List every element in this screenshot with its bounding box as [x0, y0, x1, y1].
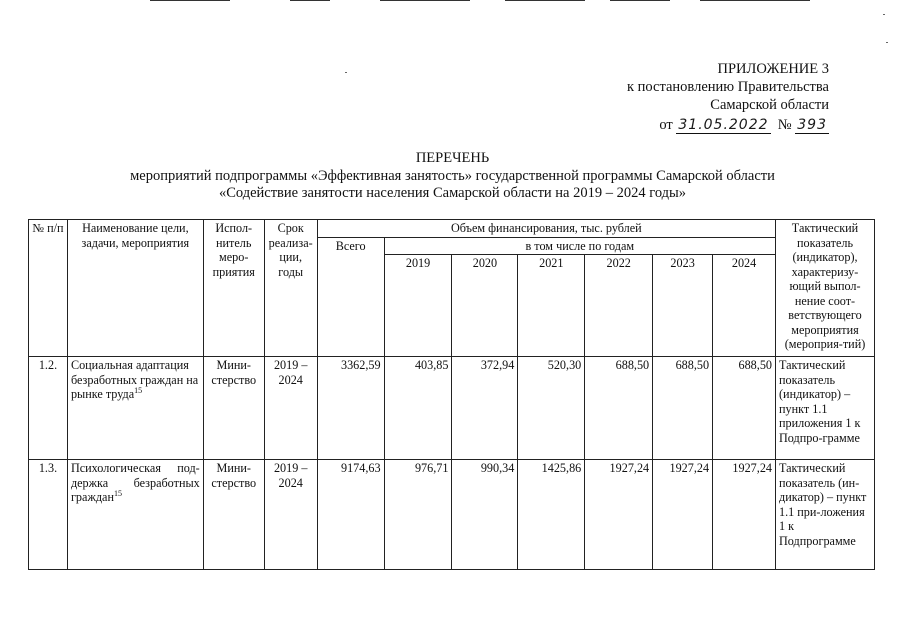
- row-value: 1927,24: [585, 460, 653, 570]
- header-by-years: в том числе по годам: [384, 237, 775, 255]
- row-name: [67, 460, 203, 570]
- row-value: 403,85: [384, 357, 452, 460]
- footnote-mark: 15: [114, 488, 122, 498]
- row-value: 1927,24: [653, 460, 713, 570]
- scan-artifact-line: [150, 0, 230, 1]
- row-total: 3362,59: [317, 357, 384, 460]
- row-executor: Мини-стерство: [203, 460, 264, 570]
- header-year: 2020: [452, 255, 518, 357]
- header-total: Всего: [317, 237, 384, 357]
- row-total: 9174,63: [317, 460, 384, 570]
- header-funding: Объем финансирования, тыс. рублей: [317, 220, 775, 238]
- row-num: 1.3.: [29, 460, 68, 570]
- row-indicator: Тактический показатель (ин-дикатор) – пункт 1.1 при-ложения 1 к Подпрограмме: [776, 460, 875, 570]
- row-value: 688,50: [713, 357, 776, 460]
- heading-line-2: «Содействие занятости населения Самарской области на 2019 – 2024 годы»: [218, 185, 687, 201]
- row-value: 1425,86: [518, 460, 585, 570]
- resolution-number: 393: [797, 117, 827, 133]
- row-num: 1.2.: [29, 357, 68, 460]
- header-indicator: Тактический показатель (индикатор), характеризу-ющий выпол-нение соот-ветствующего мероприятия (мероприя-тий): [776, 220, 875, 357]
- appendix-line-1: к постановлению Правительства: [627, 79, 829, 95]
- header-period: Срок реализа-ции, годы: [264, 220, 317, 357]
- header-year: 2021: [518, 255, 585, 357]
- heading-line-1: мероприятий подпрограммы «Эффективная занятость» государственной программы Самарской области: [130, 167, 775, 184]
- header-num: № п/п: [29, 220, 68, 357]
- row-indicator: Тактический показатель (индикатор) – пункт 1.1 приложения 1 к Подпро-грамме: [776, 357, 875, 460]
- header-year: 2019: [384, 255, 452, 357]
- row-name-text: Психологическая под-держка безработных граждан: [70, 461, 200, 504]
- row-value: 1927,24: [713, 460, 776, 570]
- scan-speck: [345, 72, 347, 73]
- row-value: 976,71: [384, 460, 452, 570]
- header-year: 2022: [585, 255, 653, 357]
- appendix-title: ПРИЛОЖЕНИЕ 3: [717, 61, 829, 77]
- scan-speck: [883, 14, 885, 15]
- resolution-date: 31.05.2022: [678, 117, 769, 133]
- row-name: [67, 357, 203, 460]
- appendix-block: [627, 60, 829, 134]
- header-year: 2024: [713, 255, 776, 357]
- scan-artifact-line: [290, 0, 330, 1]
- row-period: 2019 – 2024: [264, 460, 317, 570]
- row-value: 688,50: [653, 357, 713, 460]
- scan-speck: [886, 42, 888, 43]
- header-name: Наименование цели, задачи, мероприятия: [67, 220, 203, 357]
- scan-artifact-line: [505, 0, 585, 1]
- scan-artifact-line: [380, 0, 470, 1]
- scan-artifact-line: [610, 0, 670, 1]
- row-period: 2019 – 2024: [264, 357, 317, 460]
- table-header-row: [29, 220, 875, 238]
- footnote-mark: 15: [134, 385, 143, 395]
- document-heading: [0, 150, 905, 203]
- row-value: 372,94: [452, 357, 518, 460]
- table-row: [29, 357, 875, 460]
- header-executor: Испол-нитель меро-приятия: [203, 220, 264, 357]
- row-name-text: Социальная адаптация безработных граждан на рынке труда: [70, 358, 199, 401]
- appendix-line-2: Самарской области: [710, 97, 829, 113]
- row-value: 520,30: [518, 357, 585, 460]
- number-label: №: [777, 117, 792, 133]
- table-row: [29, 460, 875, 570]
- heading-title: ПЕРЕЧЕНЬ: [415, 150, 490, 166]
- measures-table: [28, 219, 875, 570]
- header-year: 2023: [653, 255, 713, 357]
- row-value: 688,50: [585, 357, 653, 460]
- scan-artifact-line: [700, 0, 810, 1]
- from-label: от: [659, 117, 673, 133]
- row-value: 990,34: [452, 460, 518, 570]
- appendix-date-line: [627, 116, 829, 134]
- row-executor: Мини-стерство: [203, 357, 264, 460]
